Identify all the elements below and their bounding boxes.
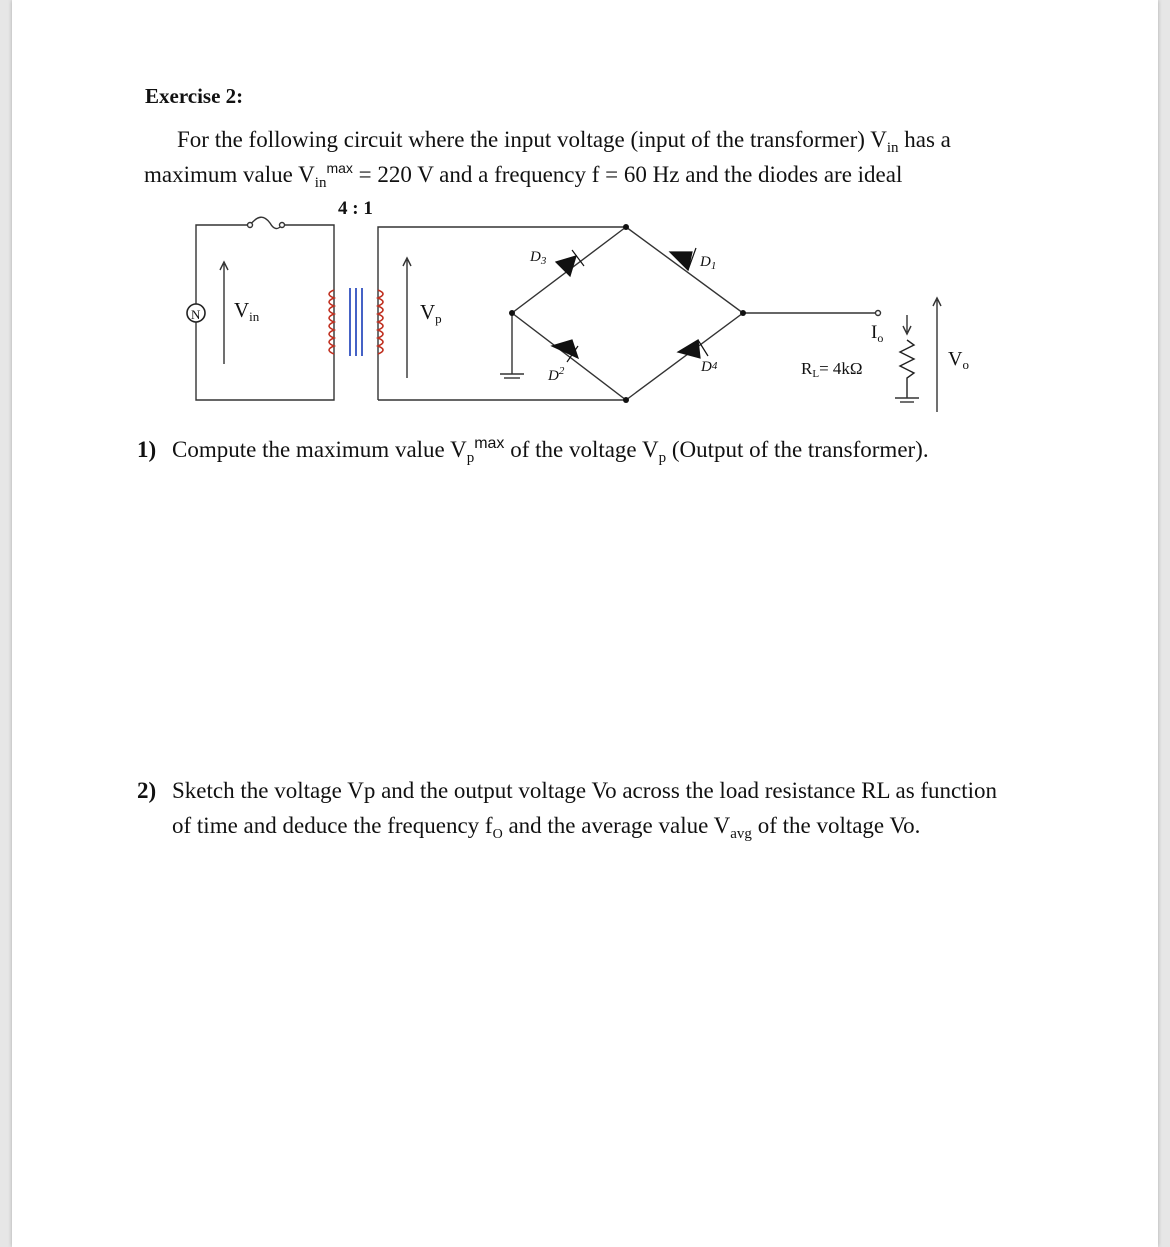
vp-subscript-2: p bbox=[658, 450, 667, 466]
vin-subscript: in bbox=[886, 140, 899, 156]
vp-label: Vp bbox=[420, 300, 442, 326]
diode-d2-icon bbox=[552, 340, 578, 358]
question-1-number: 1) bbox=[137, 437, 157, 462]
rl-label: RL= 4kΩ bbox=[801, 359, 863, 380]
secondary-coil bbox=[378, 290, 383, 354]
question-2-line-2-mid: and the average value V bbox=[502, 813, 731, 838]
diode-d4-icon bbox=[678, 340, 700, 358]
question-2-line-2-text: of time and deduce the frequency f bbox=[172, 813, 493, 838]
rectifier-circuit-diagram bbox=[12, 0, 1158, 430]
document-page bbox=[12, 0, 1158, 1247]
vp-max-superscript: max bbox=[474, 435, 505, 452]
question-2-line-1 bbox=[137, 778, 997, 804]
vin-max-superscript: max bbox=[326, 160, 353, 176]
vp-subscript: p bbox=[466, 450, 475, 466]
d3-label: $D_3$ bbox=[530, 249, 547, 267]
vin-max-subscript: in bbox=[314, 175, 327, 191]
io-label: $I_o$ bbox=[871, 322, 884, 345]
intro-line-2-end: = 220 V and a frequency f = 60 Hz and the diodes are ideal bbox=[352, 162, 903, 187]
d4-label: D4 bbox=[701, 359, 718, 375]
intro-line-1-text: For the following circuit where the input voltage (input of the transformer) V bbox=[177, 127, 887, 152]
vo-label: $V_o$ bbox=[948, 348, 969, 372]
question-2-line-2 bbox=[172, 813, 920, 843]
question-2-line-2-end: of the voltage Vo. bbox=[751, 813, 921, 838]
d1-label: $D_1$ bbox=[700, 254, 717, 272]
primary-switch-symbol bbox=[250, 217, 282, 228]
question-1 bbox=[137, 435, 929, 467]
intro-line-2-text: maximum value V bbox=[144, 162, 315, 187]
fo-subscript: O bbox=[492, 827, 503, 842]
question-2-number: 2) bbox=[137, 778, 157, 803]
question-2-text: Sketch the voltage Vp and the output voltage Vo across the load resistance RL as function bbox=[172, 778, 998, 803]
load-resistor bbox=[900, 340, 914, 398]
primary-coil bbox=[329, 290, 334, 354]
d2-label: $D^2$ bbox=[548, 365, 565, 384]
intro-line-1-end: has a bbox=[898, 127, 951, 152]
ac-source-symbol: N bbox=[191, 307, 201, 322]
exercise-title: Exercise 2: bbox=[145, 84, 244, 108]
primary-loop-wire bbox=[196, 225, 334, 400]
transformer-ratio: 4 : 1 bbox=[338, 198, 373, 219]
vavg-subscript: avg bbox=[730, 826, 752, 842]
question-1-text: Compute the maximum value V bbox=[172, 437, 467, 462]
vin-label: Vin bbox=[234, 298, 260, 324]
question-1-mid: of the voltage V bbox=[504, 437, 659, 462]
question-1-end: (Output of the transformer). bbox=[666, 437, 929, 462]
